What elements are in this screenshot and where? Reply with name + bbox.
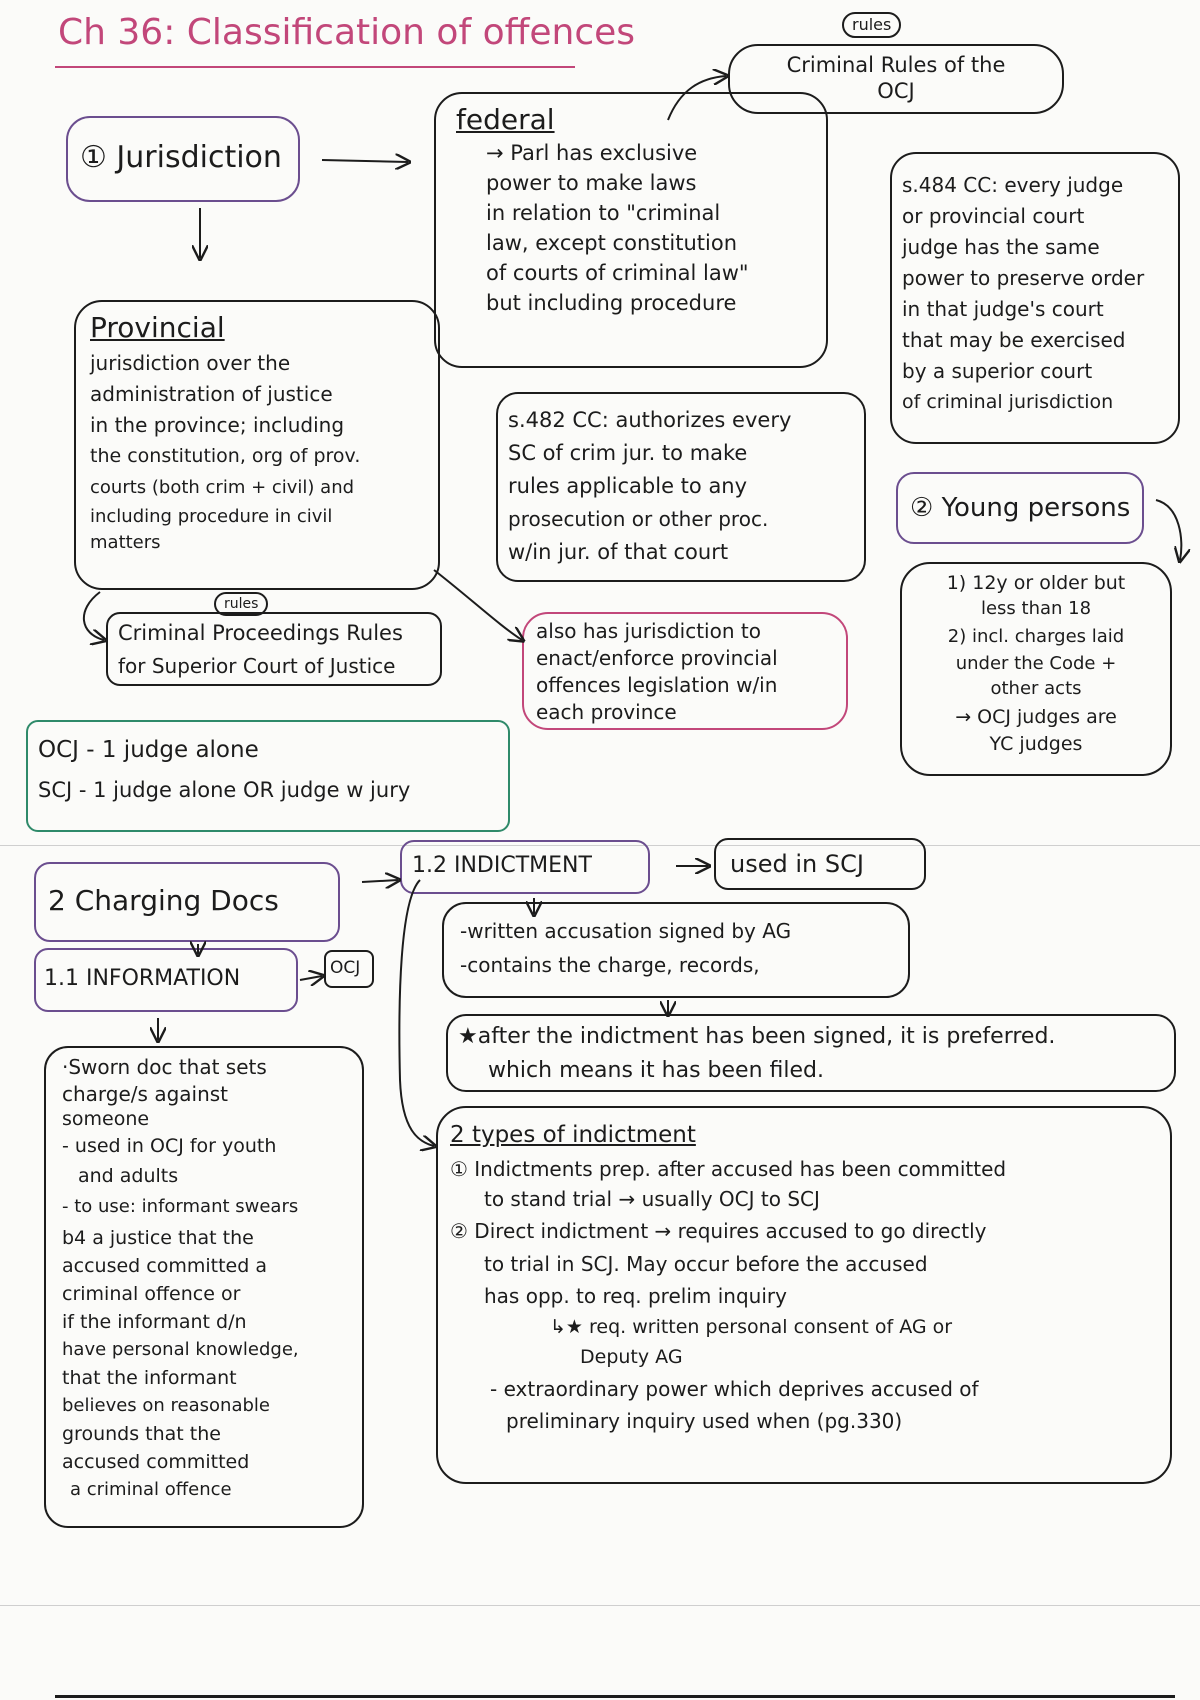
charging-docs-box: [34, 862, 340, 942]
provincial-line: jurisdiction over the: [90, 351, 291, 375]
types-line: preliminary inquiry used when (pg.330): [506, 1409, 903, 1433]
types-line: ① Indictments prep. after accused has been committed: [450, 1157, 1007, 1181]
information-line: charge/s against: [62, 1082, 229, 1106]
title-underline: [55, 66, 575, 68]
federal-line: of courts of criminal law": [486, 261, 749, 285]
information-box: [34, 948, 298, 1012]
federal-line: → Parl has exclusive: [486, 141, 698, 165]
types-line: to stand trial → usually OCJ to SCJ: [484, 1187, 820, 1211]
s484-line: power to preserve order: [902, 266, 1145, 290]
information-line: - used in OCJ for youth: [62, 1135, 277, 1157]
provincial-line: courts (both crim + civil) and: [90, 477, 355, 498]
rules-tag-small: rules: [214, 592, 268, 616]
written-accusation-box: [442, 902, 910, 998]
written-accusation-line: -contains the charge, records,: [460, 953, 760, 977]
written-accusation-line: -written accusation signed by AG: [460, 919, 792, 943]
s484-line: that may be exercised: [902, 328, 1126, 352]
information-line: and adults: [78, 1165, 179, 1187]
provincial-line: the constitution, org of prov.: [90, 445, 361, 467]
criminal-rules-line-1: Criminal Rules of the: [786, 53, 1006, 77]
provincial-offences-box: [522, 612, 848, 730]
used-in-scj-label: used in SCJ: [730, 850, 864, 878]
young-line: 1) 12y or older but: [946, 572, 1126, 594]
information-line: have personal knowledge,: [62, 1339, 299, 1360]
young-line: under the Code +: [955, 653, 1117, 674]
young-persons-box: [896, 472, 1144, 544]
s482-line: SC of crim jur. to make: [508, 441, 748, 465]
provincial-offences-line: enact/enforce provincial: [536, 646, 778, 670]
information-line: criminal offence or: [62, 1283, 241, 1305]
types-line: to trial in SCJ. May occur before the accused: [484, 1252, 928, 1276]
young-line: less than 18: [980, 598, 1092, 619]
provincial-heading: Provincial: [90, 311, 225, 344]
types-line: ② Direct indictment → requires accused to go directly: [450, 1219, 987, 1243]
provincial-offences-line: offences legislation w/in: [536, 673, 778, 697]
information-line: - to use: informant swears: [62, 1196, 299, 1217]
federal-line: power to make laws: [486, 171, 697, 195]
ocj-line: OCJ - 1 judge alone: [38, 737, 259, 763]
information-line: if the informant d/n: [62, 1311, 247, 1333]
s482-line: s.482 CC: authorizes every: [508, 408, 792, 432]
information-line: accused committed: [62, 1451, 250, 1473]
information-line: accused committed a: [62, 1255, 267, 1277]
federal-line: law, except constitution: [486, 231, 738, 255]
page-title: Ch 36: Classification of offences: [58, 12, 636, 53]
s484-line: by a superior court: [902, 359, 1093, 383]
information-line: grounds that the: [62, 1423, 221, 1445]
s484-line: of criminal jurisdiction: [902, 391, 1114, 413]
jurisdiction-heading: ① Jurisdiction: [80, 140, 282, 175]
information-line: b4 a justice that the: [62, 1227, 254, 1249]
s482-box: [496, 392, 866, 582]
preferred-line: ★after the indictment has been signed, it is preferred.: [458, 1024, 1056, 1049]
information-line: ·Sworn doc that sets: [62, 1055, 267, 1079]
s484-box: [890, 152, 1180, 444]
s484-line: or provincial court: [902, 204, 1085, 228]
federal-line: but including procedure: [486, 291, 737, 315]
information-details-box: [44, 1046, 364, 1528]
information-line: believes on reasonable: [62, 1395, 270, 1416]
s484-line: in that judge's court: [902, 297, 1104, 321]
scj-line: SCJ - 1 judge alone OR judge w jury: [38, 778, 411, 802]
young-persons-details-box: [900, 562, 1172, 776]
section-divider: [0, 1605, 1200, 1606]
bottom-rule: [55, 1695, 1175, 1698]
federal-box: [434, 92, 828, 368]
types-heading: 2 types of indictment: [450, 1122, 696, 1148]
indictment-heading: 1.2 INDICTMENT: [412, 853, 592, 878]
young-line: other acts: [990, 678, 1082, 699]
information-line: a criminal offence: [70, 1479, 232, 1500]
federal-heading: federal: [456, 103, 555, 136]
preferred-box: [446, 1014, 1176, 1092]
provincial-line: matters: [90, 532, 161, 553]
criminal-proceedings-box: [106, 612, 442, 686]
s484-line: s.484 CC: every judge: [902, 173, 1124, 197]
s482-line: rules applicable to any: [508, 474, 748, 498]
young-line: YC judges: [989, 733, 1083, 755]
preferred-line: which means it has been filed.: [488, 1058, 824, 1083]
types-line: ↳★ req. written personal consent of AG or: [550, 1316, 953, 1338]
ocj-small-label: OCJ: [330, 958, 361, 978]
provincial-line: including procedure in civil: [90, 506, 333, 527]
provincial-line: administration of justice: [90, 382, 333, 406]
types-line: - extraordinary power which deprives accused of: [490, 1377, 979, 1401]
criminal-proceedings-line-2: for Superior Court of Justice: [118, 654, 396, 678]
charging-docs-heading: 2 Charging Docs: [48, 884, 279, 917]
types-line: has opp. to req. prelim inquiry: [484, 1284, 787, 1308]
ocj-scj-box: [26, 720, 510, 832]
provincial-offences-line: each province: [536, 700, 677, 724]
provincial-offences-line: also has jurisdiction to: [536, 619, 761, 643]
young-persons-heading: ② Young persons: [910, 493, 1131, 523]
information-heading: 1.1 INFORMATION: [44, 966, 241, 991]
types-line: Deputy AG: [580, 1346, 683, 1368]
ocj-small-box: [324, 950, 374, 988]
criminal-proceedings-line-1: Criminal Proceedings Rules: [118, 621, 403, 645]
jurisdiction-box: [66, 116, 300, 202]
provincial-box: [74, 300, 440, 590]
information-line: that the informant: [62, 1367, 237, 1389]
young-line: 2) incl. charges laid: [947, 626, 1125, 647]
criminal-rules-line-2: OCJ: [877, 79, 915, 103]
types-of-indictment-box: [436, 1106, 1172, 1484]
s482-line: w/in jur. of that court: [508, 540, 729, 564]
s484-line: judge has the same: [902, 235, 1100, 259]
s482-line: prosecution or other proc.: [508, 507, 769, 531]
young-line: → OCJ judges are: [955, 706, 1117, 728]
provincial-line: in the province; including: [90, 413, 345, 437]
used-in-scj-box: [714, 838, 926, 890]
indictment-box: [400, 840, 650, 894]
federal-line: in relation to "criminal: [486, 201, 721, 225]
rules-tag: rules: [842, 12, 901, 38]
information-line: someone: [62, 1108, 150, 1130]
